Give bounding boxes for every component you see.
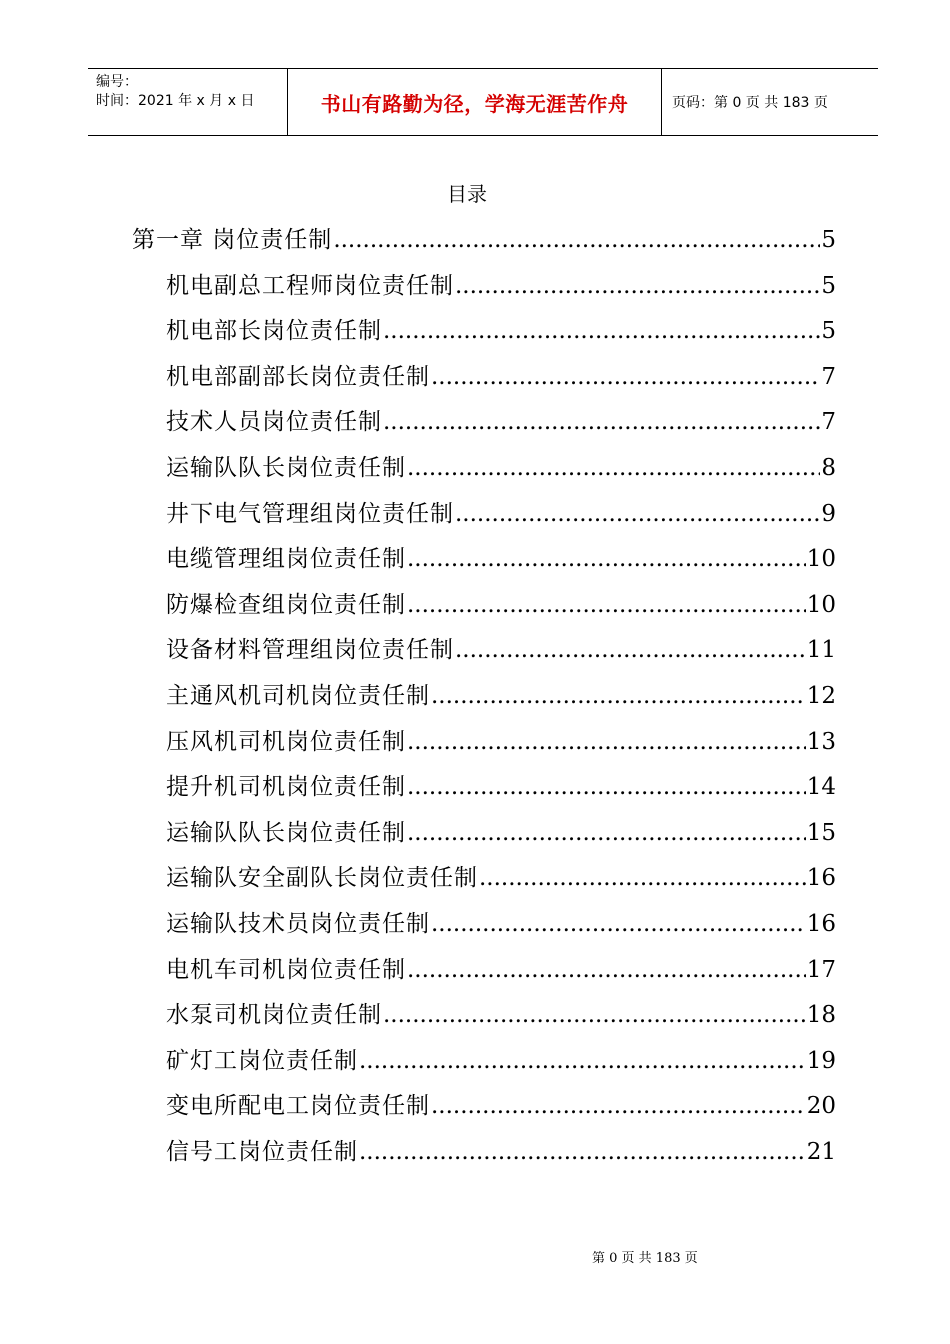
toc-entry[interactable] <box>132 309 836 355</box>
toc-dot-leader <box>455 492 820 538</box>
toc-dot-leader <box>407 720 806 766</box>
toc-entry-label: 电缆管理组岗位责任制 <box>166 546 406 573</box>
toc-entry-page: 13 <box>806 728 836 755</box>
toc-entry-page: 7 <box>821 363 836 390</box>
toc-entry-page: 12 <box>806 682 836 709</box>
toc-entry[interactable] <box>132 948 836 994</box>
table-of-contents <box>132 218 836 1175</box>
toc-dot-leader <box>407 537 806 583</box>
toc-entry[interactable] <box>132 583 836 629</box>
toc-entry-label: 运输队队长岗位责任制 <box>166 454 406 481</box>
toc-entry-label: 设备材料管理组岗位责任制 <box>166 637 454 664</box>
toc-entry-page: 10 <box>806 591 836 618</box>
toc-entry[interactable] <box>132 218 836 264</box>
toc-entry-page: 20 <box>806 1093 836 1120</box>
toc-entry-label: 运输队队长岗位责任制 <box>166 819 406 846</box>
toc-entry-label: 运输队安全副队长岗位责任制 <box>166 865 478 892</box>
toc-entry-page: 5 <box>821 227 836 253</box>
document-code-label: 编号： <box>96 74 138 90</box>
toc-title: 目录 <box>447 182 487 206</box>
toc-dot-leader <box>431 1084 806 1130</box>
toc-dot-leader <box>407 583 806 629</box>
document-time-label: 时间：2021 年 x 月 x 日 <box>96 93 255 109</box>
toc-dot-leader <box>431 902 806 948</box>
toc-entry-label: 压风机司机岗位责任制 <box>166 728 406 755</box>
page-footer: 第 0 页 共 183 页 <box>592 1251 698 1266</box>
toc-entry-label: 主通风机司机岗位责任制 <box>166 682 430 709</box>
toc-entry-page: 16 <box>806 910 836 937</box>
toc-entry[interactable] <box>132 811 836 857</box>
toc-entry-label: 机电副总工程师岗位责任制 <box>166 272 454 299</box>
toc-dot-leader <box>455 628 806 674</box>
toc-entry-label: 信号工岗位责任制 <box>166 1138 358 1165</box>
toc-entry-label: 电机车司机岗位责任制 <box>166 956 406 983</box>
toc-dot-leader <box>359 1130 806 1176</box>
toc-dot-leader <box>407 765 806 811</box>
toc-entry[interactable] <box>132 993 836 1039</box>
toc-entry[interactable] <box>132 674 836 720</box>
toc-entry[interactable] <box>132 537 836 583</box>
page-header <box>88 68 878 136</box>
toc-dot-leader <box>431 355 820 401</box>
toc-entry-page: 7 <box>821 409 836 436</box>
toc-entry-page: 16 <box>806 865 836 892</box>
toc-entry-page: 19 <box>806 1047 836 1074</box>
toc-dot-leader <box>431 674 806 720</box>
toc-entry[interactable] <box>132 1084 836 1130</box>
toc-entry[interactable] <box>132 355 836 401</box>
toc-entry-page: 14 <box>806 774 836 801</box>
toc-dot-leader <box>407 446 820 492</box>
toc-entry[interactable] <box>132 1039 836 1085</box>
header-page-number: 页码：第 0 页 共 183 页 <box>672 95 828 111</box>
toc-entry-label: 矿灯工岗位责任制 <box>166 1047 358 1074</box>
toc-entry-label: 变电所配电工岗位责任制 <box>166 1093 430 1120</box>
toc-entry[interactable] <box>132 856 836 902</box>
toc-entry[interactable] <box>132 492 836 538</box>
toc-entry-page: 8 <box>821 454 836 481</box>
toc-entry-label: 运输队技术员岗位责任制 <box>166 910 430 937</box>
toc-entry-page: 21 <box>806 1138 836 1165</box>
toc-dot-leader <box>383 400 820 446</box>
toc-dot-leader <box>479 856 806 902</box>
toc-entry[interactable] <box>132 902 836 948</box>
toc-dot-leader <box>407 811 806 857</box>
toc-dot-leader <box>359 1039 806 1085</box>
toc-entry-page: 10 <box>806 546 836 573</box>
toc-entry-label: 技术人员岗位责任制 <box>166 409 382 436</box>
toc-entry-label: 水泵司机岗位责任制 <box>166 1002 382 1029</box>
toc-entry[interactable] <box>132 720 836 766</box>
toc-dot-leader <box>383 309 820 355</box>
header-motto: 书山有路勤为径，学海无涯苦作舟 <box>288 69 662 135</box>
toc-entry-page: 17 <box>806 956 836 983</box>
toc-entry-label: 第一章 岗位责任制 <box>132 227 333 253</box>
toc-entry-label: 机电部长岗位责任制 <box>166 318 382 345</box>
toc-entry[interactable] <box>132 446 836 492</box>
toc-entry-page: 11 <box>806 637 836 664</box>
toc-entry-page: 9 <box>821 500 836 527</box>
toc-entry-page: 18 <box>806 1002 836 1029</box>
toc-dot-leader <box>455 264 820 310</box>
toc-entry-page: 5 <box>821 318 836 345</box>
toc-dot-leader <box>333 218 820 264</box>
toc-entry[interactable] <box>132 264 836 310</box>
toc-entry-label: 防爆检查组岗位责任制 <box>166 591 406 618</box>
toc-dot-leader <box>407 948 806 994</box>
toc-entry[interactable] <box>132 765 836 811</box>
toc-entry-page: 5 <box>821 272 836 299</box>
toc-entry-page: 15 <box>806 819 836 846</box>
toc-entry-label: 机电部副部长岗位责任制 <box>166 363 430 390</box>
toc-entry[interactable] <box>132 1130 836 1176</box>
toc-dot-leader <box>383 993 806 1039</box>
toc-entry-label: 提升机司机岗位责任制 <box>166 774 406 801</box>
toc-entry[interactable] <box>132 628 836 674</box>
toc-entry-label: 井下电气管理组岗位责任制 <box>166 500 454 527</box>
header-meta <box>88 69 288 135</box>
toc-entry[interactable] <box>132 400 836 446</box>
